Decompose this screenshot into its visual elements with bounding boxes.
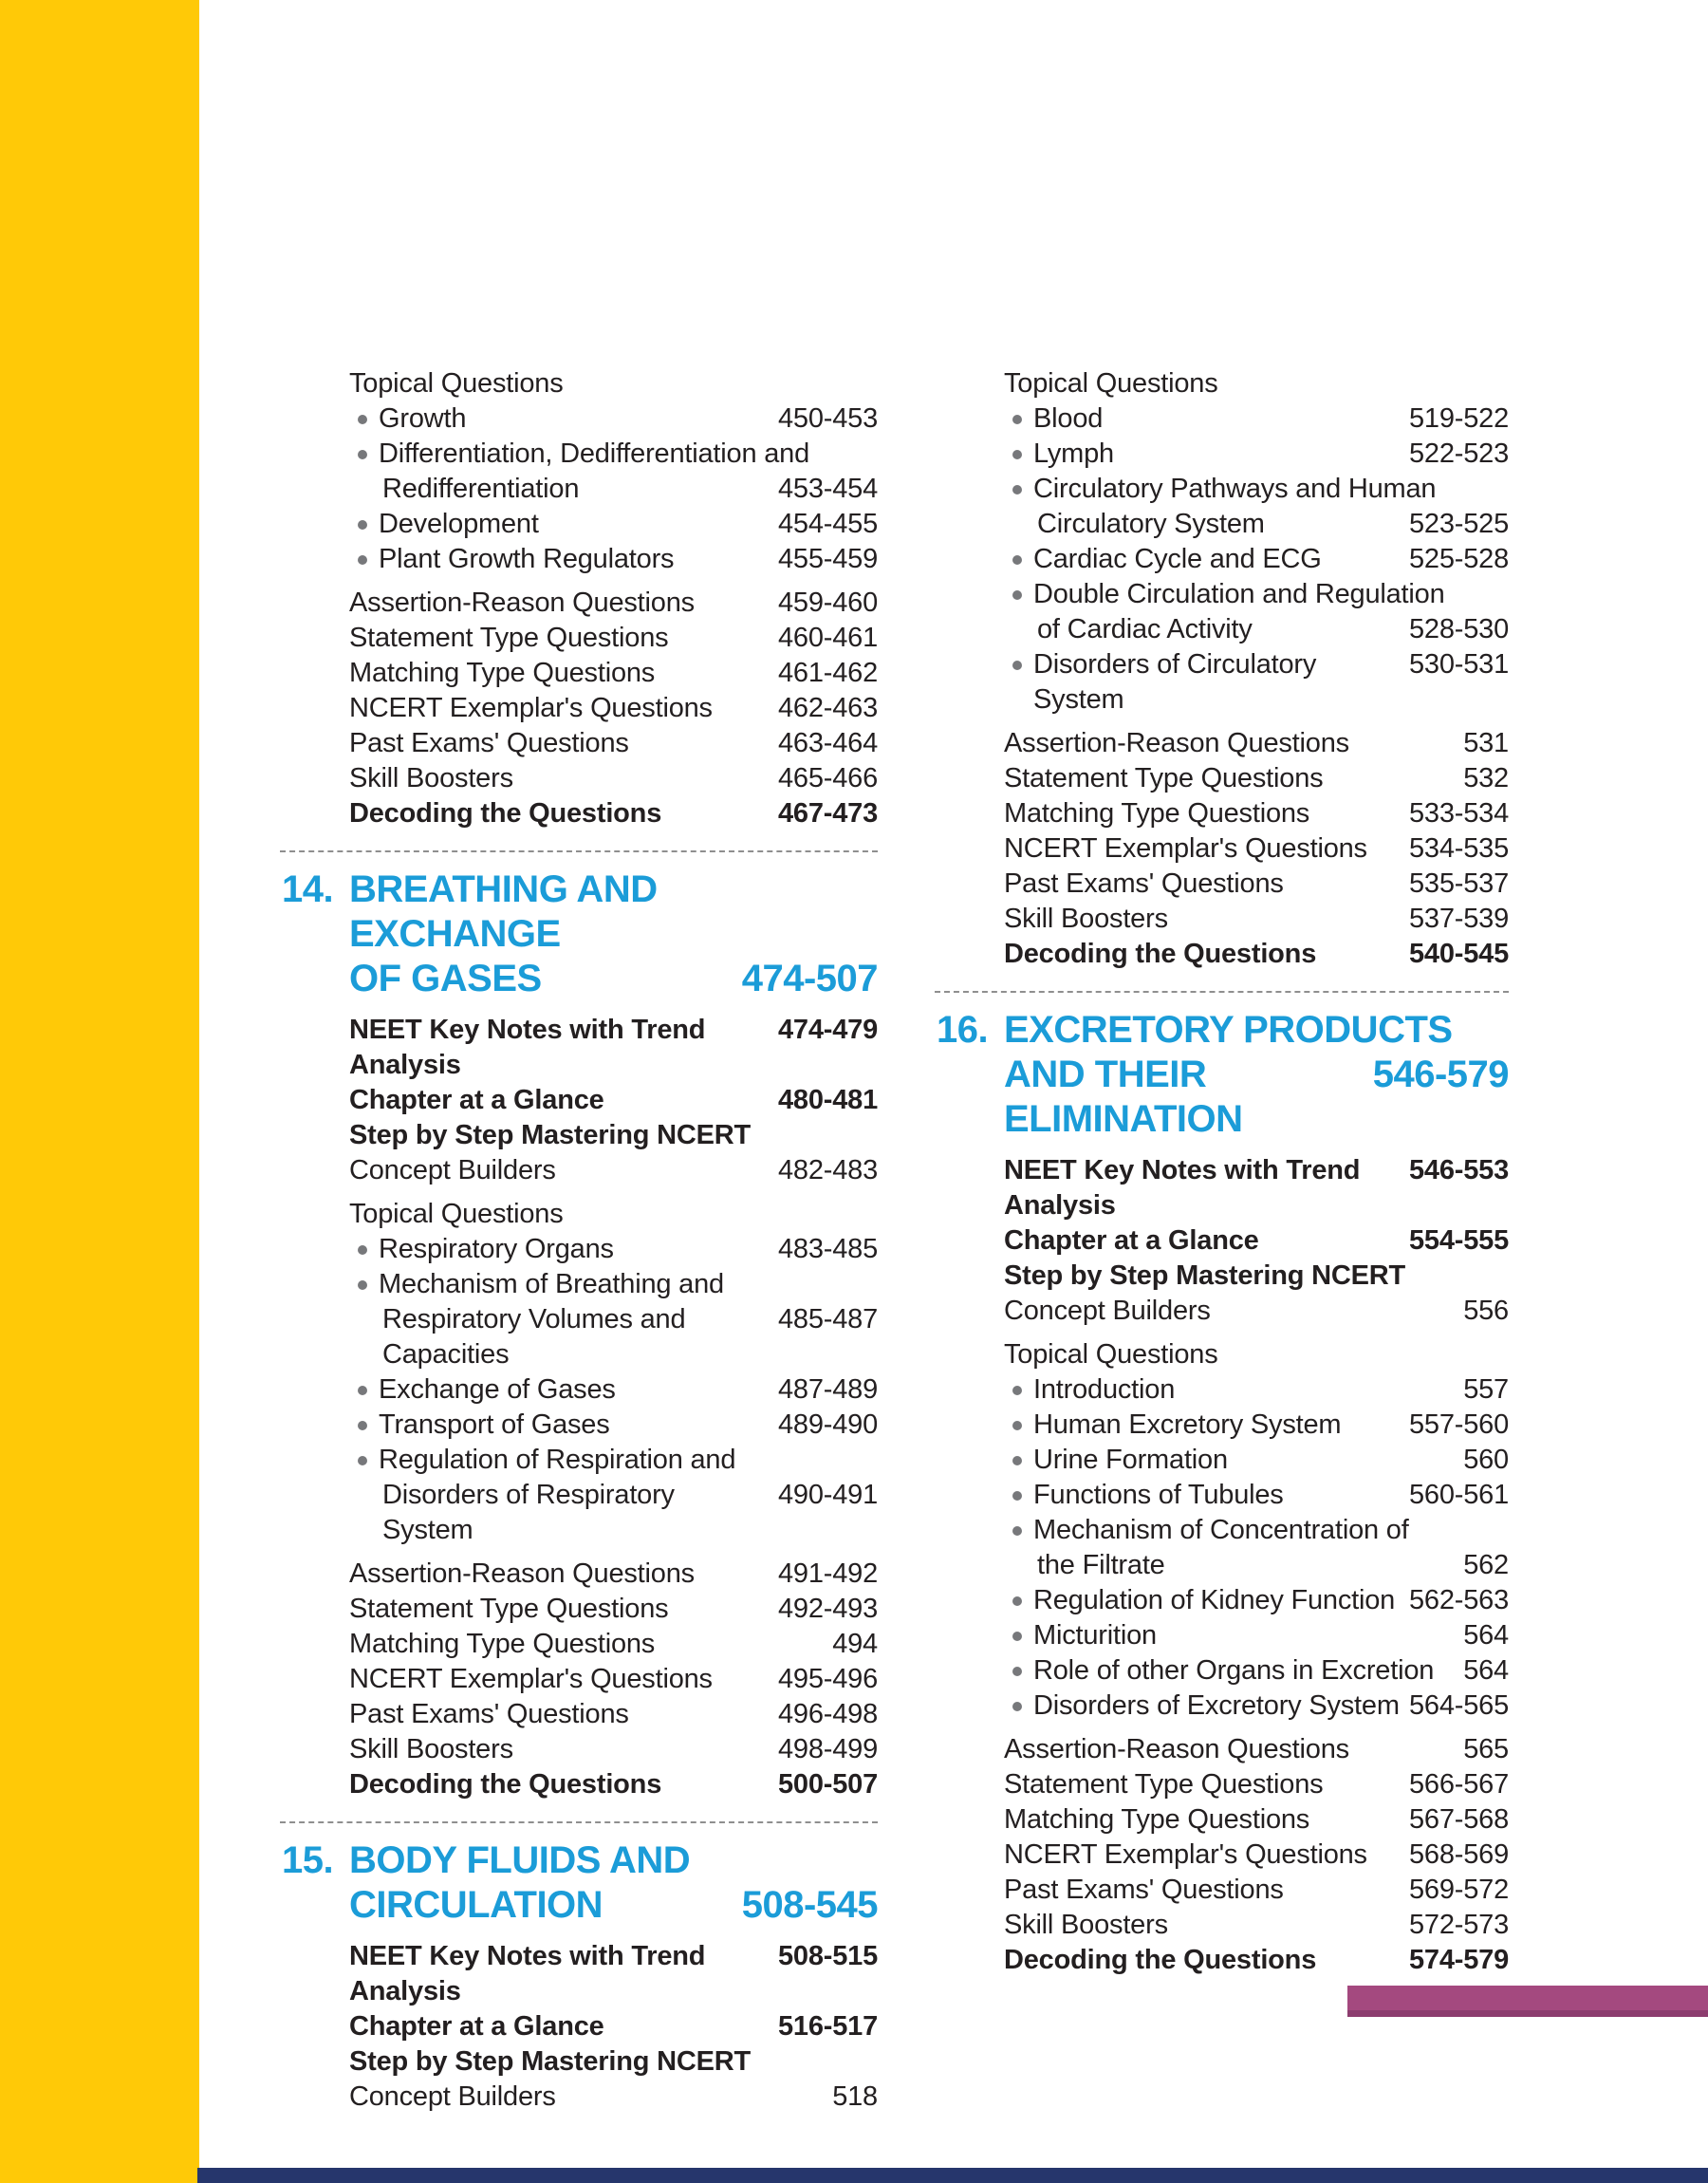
chapter-title-line bbox=[282, 868, 878, 957]
toc-row-pages: 487-489 bbox=[777, 1374, 878, 1405]
toc-row bbox=[1004, 1943, 1509, 1978]
toc-row-label: Exchange of Gases bbox=[349, 1372, 769, 1408]
toc-row-label: Statement Type Questions bbox=[1004, 1769, 1324, 1800]
toc-row bbox=[1004, 831, 1509, 867]
toc-row bbox=[349, 1013, 878, 1083]
toc-row-label: Introduction bbox=[1004, 1372, 1454, 1408]
toc-row-pages: 574-579 bbox=[1408, 1945, 1509, 1975]
toc-row-label: Statement Type Questions bbox=[349, 1594, 669, 1624]
toc-row bbox=[1004, 401, 1509, 437]
toc-row bbox=[1004, 366, 1509, 401]
toc-row-label: Topical Questions bbox=[1004, 1339, 1218, 1370]
toc-row bbox=[349, 1592, 878, 1627]
chapter-title-line bbox=[1004, 1053, 1509, 1142]
toc-row-label: Step by Step Mastering NCERT bbox=[349, 1120, 752, 1150]
toc-row-label: Matching Type Questions bbox=[349, 658, 656, 688]
toc-row bbox=[1004, 1294, 1509, 1329]
toc-row-pages: 564 bbox=[1463, 1655, 1509, 1686]
chapter-title-line bbox=[282, 1838, 878, 1883]
toc-row-pages: 567-568 bbox=[1408, 1804, 1509, 1835]
toc-row bbox=[349, 621, 878, 656]
toc-row-label: Assertion-Reason Questions bbox=[1004, 728, 1349, 758]
toc-row-pages: 562 bbox=[1463, 1550, 1509, 1580]
toc-row-label: Micturition bbox=[1004, 1618, 1454, 1653]
toc-row-label: Assertion-Reason Questions bbox=[1004, 1734, 1349, 1764]
toc-row-pages: 533-534 bbox=[1408, 798, 1509, 829]
chapter-heading bbox=[280, 868, 878, 1001]
toc-row bbox=[1004, 796, 1509, 831]
toc-row-pages: 546-553 bbox=[1408, 1155, 1509, 1185]
toc-row-pages: 465-466 bbox=[777, 763, 878, 793]
bullet-icon bbox=[1012, 1632, 1022, 1641]
chapter-page-range: 546-579 bbox=[1372, 1054, 1509, 1095]
toc-row-pages: 463-464 bbox=[777, 728, 878, 758]
toc-row bbox=[349, 1083, 878, 1118]
toc-row bbox=[349, 401, 878, 437]
bullet-icon bbox=[1012, 1526, 1022, 1536]
toc-row bbox=[349, 1443, 878, 1478]
toc-row-pages: 568-569 bbox=[1408, 1839, 1509, 1870]
bullet-icon bbox=[1012, 1491, 1022, 1501]
toc-row-label: Past Exams' Questions bbox=[1004, 1875, 1284, 1905]
bullet-icon bbox=[358, 1245, 367, 1255]
toc-row-pages: 565 bbox=[1463, 1734, 1509, 1764]
chapter-heading bbox=[280, 1838, 878, 1928]
toc-row bbox=[1004, 1153, 1509, 1223]
toc-row-label: Decoding the Questions bbox=[349, 1769, 662, 1800]
toc-row bbox=[1004, 1337, 1509, 1372]
toc-row-label: Role of other Organs in Excretion bbox=[1004, 1653, 1454, 1689]
toc-row bbox=[1004, 1583, 1509, 1618]
toc-row-label: Human Excretory System bbox=[1004, 1408, 1400, 1443]
toc-row-label: Past Exams' Questions bbox=[1004, 868, 1284, 899]
toc-row-pages: 485-487 bbox=[777, 1304, 878, 1334]
toc-row bbox=[349, 472, 878, 507]
toc-row-label: Differentiation, Dedifferentiation and bbox=[349, 437, 878, 472]
toc-row bbox=[1004, 437, 1509, 472]
toc-row bbox=[1004, 867, 1509, 902]
toc-row-label: Development bbox=[349, 507, 769, 542]
toc-row bbox=[349, 1408, 878, 1443]
toc-row bbox=[1004, 1732, 1509, 1767]
toc-row-label: Respiratory Organs bbox=[349, 1232, 769, 1267]
toc-row-label: of Cardiac Activity bbox=[1037, 614, 1253, 644]
toc-row-pages: 540-545 bbox=[1408, 939, 1509, 969]
toc-row-label: Decoding the Questions bbox=[1004, 1945, 1317, 1975]
toc-row-label: Double Circulation and Regulation bbox=[1004, 577, 1509, 612]
toc-row bbox=[1004, 1767, 1509, 1802]
toc-row-pages: 531 bbox=[1463, 728, 1509, 758]
toc-row bbox=[1004, 472, 1509, 507]
toc-row-label: Skill Boosters bbox=[349, 1734, 513, 1764]
dashed-section-divider bbox=[280, 850, 878, 852]
toc-row-label: Chapter at a Glance bbox=[349, 2011, 604, 2042]
chapter-title-line bbox=[937, 1008, 1509, 1053]
toc-row bbox=[349, 1197, 878, 1232]
bullet-icon bbox=[358, 520, 367, 530]
toc-row-label: NEET Key Notes with Trend Analysis bbox=[1004, 1155, 1361, 1221]
toc-row-pages: 492-493 bbox=[777, 1594, 878, 1624]
toc-row-pages: 508-515 bbox=[777, 1941, 878, 1971]
toc-row-pages: 534-535 bbox=[1408, 833, 1509, 864]
toc-row-pages: 562-563 bbox=[1408, 1585, 1509, 1615]
toc-row bbox=[1004, 1259, 1509, 1294]
toc-row bbox=[1004, 726, 1509, 761]
toc-row-pages: 560-561 bbox=[1408, 1480, 1509, 1510]
toc-row-label: Disorders of Excretory System bbox=[1004, 1689, 1400, 1724]
toc-row-pages: 530-531 bbox=[1408, 649, 1509, 680]
toc-row-label: Assertion-Reason Questions bbox=[349, 1558, 695, 1589]
dashed-section-divider bbox=[280, 1821, 878, 1823]
toc-row-label: Blood bbox=[1004, 401, 1400, 437]
toc-row-pages: 489-490 bbox=[777, 1409, 878, 1440]
toc-row bbox=[1004, 1908, 1509, 1943]
toc-row bbox=[349, 1732, 878, 1767]
chapter-page-range: 474-507 bbox=[741, 958, 878, 999]
toc-row-pages: 557 bbox=[1463, 1374, 1509, 1405]
toc-row-pages: 454-455 bbox=[777, 509, 878, 539]
toc-row-label: NCERT Exemplar's Questions bbox=[1004, 1839, 1367, 1870]
toc-row-label: Mechanism of Concentration of bbox=[1004, 1513, 1509, 1548]
toc-row-label: Skill Boosters bbox=[349, 763, 513, 793]
toc-row-label: NEET Key Notes with Trend Analysis bbox=[349, 1015, 706, 1080]
bullet-icon bbox=[358, 1456, 367, 1465]
toc-row-label: Cardiac Cycle and ECG bbox=[1004, 542, 1400, 577]
toc-row-label: Transport of Gases bbox=[349, 1408, 769, 1443]
bullet-icon bbox=[1012, 1421, 1022, 1430]
bullet-icon bbox=[1012, 450, 1022, 459]
dashed-section-divider bbox=[935, 991, 1509, 993]
chapter-title: AND THEIR ELIMINATION bbox=[1004, 1054, 1243, 1140]
toc-row-label: Statement Type Questions bbox=[1004, 763, 1324, 793]
chapter-heading bbox=[935, 1008, 1509, 1142]
toc-row-pages: 523-525 bbox=[1408, 509, 1509, 539]
chapter-title: CIRCULATION bbox=[349, 1884, 603, 1926]
toc-row-pages: 462-463 bbox=[777, 693, 878, 723]
toc-row-label: Matching Type Questions bbox=[1004, 798, 1310, 829]
toc-row-label: Lymph bbox=[1004, 437, 1400, 472]
toc-row bbox=[1004, 612, 1509, 647]
toc-row bbox=[349, 1232, 878, 1267]
chapter-title: EXCRETORY PRODUCTS bbox=[1004, 1009, 1453, 1051]
toc-row-pages: 566-567 bbox=[1408, 1769, 1509, 1800]
toc-row-pages: 556 bbox=[1463, 1296, 1509, 1326]
toc-row-label: Decoding the Questions bbox=[1004, 939, 1317, 969]
toc-row bbox=[349, 656, 878, 691]
toc-row-label: Functions of Tubules bbox=[1004, 1478, 1400, 1513]
bullet-icon bbox=[1012, 590, 1022, 600]
toc-row-pages: 495-496 bbox=[777, 1664, 878, 1694]
toc-row bbox=[1004, 542, 1509, 577]
toc-row-pages: 564-565 bbox=[1408, 1690, 1509, 1721]
toc-row-label: Redifferentiation bbox=[382, 474, 580, 504]
toc-row-pages: 564 bbox=[1463, 1620, 1509, 1651]
bullet-icon bbox=[1012, 485, 1022, 494]
toc-row-pages: 528-530 bbox=[1408, 614, 1509, 644]
toc-row-label: Respiratory Volumes and Capacities bbox=[382, 1304, 686, 1370]
toc-row-label: Step by Step Mastering NCERT bbox=[349, 2046, 752, 2077]
yellow-sidebar-bar bbox=[0, 0, 199, 2183]
toc-row-pages: 522-523 bbox=[1408, 438, 1509, 469]
toc-row-pages: 535-537 bbox=[1408, 868, 1509, 899]
toc-row bbox=[349, 2009, 878, 2044]
bullet-icon bbox=[1012, 555, 1022, 565]
toc-row bbox=[349, 366, 878, 401]
toc-row bbox=[349, 1627, 878, 1662]
toc-row bbox=[349, 507, 878, 542]
toc-row-label: Past Exams' Questions bbox=[349, 728, 629, 758]
toc-row bbox=[1004, 507, 1509, 542]
toc-row bbox=[349, 586, 878, 621]
toc-row-label: NCERT Exemplar's Questions bbox=[349, 1664, 713, 1694]
toc-row bbox=[349, 2080, 878, 2115]
toc-row bbox=[349, 726, 878, 761]
toc-row-label: Circulatory Pathways and Human bbox=[1004, 472, 1509, 507]
toc-row-label: the Filtrate bbox=[1037, 1550, 1165, 1580]
chapter-number: 14. bbox=[282, 868, 334, 910]
bullet-icon bbox=[1012, 415, 1022, 424]
toc-row-label: Matching Type Questions bbox=[349, 1629, 656, 1659]
toc-row-label: Growth bbox=[349, 401, 769, 437]
toc-row-label: Chapter at a Glance bbox=[1004, 1225, 1259, 1256]
toc-row-label: Urine Formation bbox=[1004, 1443, 1454, 1478]
toc-row bbox=[349, 437, 878, 472]
toc-row bbox=[349, 691, 878, 726]
toc-row bbox=[1004, 647, 1509, 718]
toc-row bbox=[349, 1153, 878, 1188]
toc-row-label: Concept Builders bbox=[1004, 1296, 1211, 1326]
chapter-title: BODY FLUIDS AND bbox=[349, 1839, 691, 1881]
toc-row bbox=[1004, 1372, 1509, 1408]
toc-row-label: Concept Builders bbox=[349, 2081, 556, 2112]
toc-row bbox=[349, 1267, 878, 1302]
toc-row-pages: 494 bbox=[832, 1629, 878, 1659]
chapter-number: 16. bbox=[937, 1009, 989, 1051]
chapter-title: BREATHING AND EXCHANGE bbox=[349, 868, 658, 955]
bullet-icon bbox=[358, 1421, 367, 1430]
toc-row bbox=[349, 1478, 878, 1548]
toc-row bbox=[1004, 1689, 1509, 1724]
toc-row-pages: 496-498 bbox=[777, 1699, 878, 1729]
bullet-icon bbox=[1012, 1596, 1022, 1606]
toc-row bbox=[349, 1939, 878, 2009]
toc-row-pages: 483-485 bbox=[777, 1234, 878, 1264]
toc-row-pages: 455-459 bbox=[777, 544, 878, 574]
bullet-icon bbox=[358, 450, 367, 459]
toc-row bbox=[1004, 1478, 1509, 1513]
toc-row-pages: 490-491 bbox=[777, 1480, 878, 1510]
toc-row-label: Regulation of Respiration and bbox=[349, 1443, 878, 1478]
toc-row bbox=[1004, 1618, 1509, 1653]
toc-row-label: Mechanism of Breathing and bbox=[349, 1267, 878, 1302]
toc-row bbox=[1004, 577, 1509, 612]
toc-right-column bbox=[935, 366, 1509, 1978]
navy-footer-bar bbox=[197, 2168, 1708, 2183]
toc-row-label: NCERT Exemplar's Questions bbox=[1004, 833, 1367, 864]
toc-row-label: Step by Step Mastering NCERT bbox=[1004, 1260, 1406, 1291]
toc-row bbox=[349, 1662, 878, 1697]
toc-row-label: NCERT Exemplar's Questions bbox=[349, 693, 713, 723]
toc-row-label: Chapter at a Glance bbox=[349, 1085, 604, 1115]
toc-row-pages: 532 bbox=[1463, 763, 1509, 793]
toc-row bbox=[349, 1557, 878, 1592]
bullet-icon bbox=[358, 1386, 367, 1395]
toc-row bbox=[349, 1697, 878, 1732]
toc-row bbox=[349, 542, 878, 577]
toc-row-label: NEET Key Notes with Trend Analysis bbox=[349, 1941, 706, 2006]
toc-row bbox=[1004, 1548, 1509, 1583]
toc-row bbox=[349, 1372, 878, 1408]
bullet-icon bbox=[358, 415, 367, 424]
toc-row-label: Decoding the Questions bbox=[349, 798, 662, 829]
toc-row-pages: 525-528 bbox=[1408, 544, 1509, 574]
chapter-title-line bbox=[349, 1883, 878, 1928]
toc-row-pages: 467-473 bbox=[777, 798, 878, 829]
toc-row bbox=[349, 1302, 878, 1372]
toc-row-pages: 569-572 bbox=[1408, 1875, 1509, 1905]
toc-row bbox=[349, 1767, 878, 1802]
toc-row-pages: 460-461 bbox=[777, 623, 878, 653]
toc-row-label: Regulation of Kidney Function bbox=[1004, 1583, 1400, 1618]
toc-row bbox=[349, 761, 878, 796]
toc-row-pages: 453-454 bbox=[777, 474, 878, 504]
toc-left-column bbox=[280, 366, 878, 2115]
toc-row-pages: 498-499 bbox=[777, 1734, 878, 1764]
toc-row bbox=[349, 2044, 878, 2080]
bullet-icon bbox=[1012, 1702, 1022, 1711]
toc-row-pages: 554-555 bbox=[1408, 1225, 1509, 1256]
bullet-icon bbox=[1012, 1456, 1022, 1465]
toc-row-pages: 572-573 bbox=[1408, 1910, 1509, 1940]
toc-row-pages: 519-522 bbox=[1408, 403, 1509, 434]
toc-row-pages: 518 bbox=[832, 2081, 878, 2112]
toc-row-label: Plant Growth Regulators bbox=[349, 542, 769, 577]
bullet-icon bbox=[1012, 1667, 1022, 1676]
bullet-icon bbox=[358, 555, 367, 565]
toc-row bbox=[1004, 761, 1509, 796]
toc-row bbox=[1004, 1513, 1509, 1548]
toc-row-pages: 459-460 bbox=[777, 588, 878, 618]
toc-row bbox=[349, 796, 878, 831]
toc-row-pages: 474-479 bbox=[777, 1015, 878, 1045]
toc-row-label: Statement Type Questions bbox=[349, 623, 669, 653]
toc-row-pages: 461-462 bbox=[777, 658, 878, 688]
toc-row-pages: 482-483 bbox=[777, 1155, 878, 1185]
bullet-icon bbox=[1012, 1386, 1022, 1395]
chapter-title-line bbox=[349, 957, 878, 1001]
toc-row-label: Topical Questions bbox=[349, 1199, 564, 1229]
toc-row-label: Concept Builders bbox=[349, 1155, 556, 1185]
toc-row-pages: 516-517 bbox=[777, 2011, 878, 2042]
toc-row-pages: 560 bbox=[1463, 1445, 1509, 1475]
toc-row-label: Matching Type Questions bbox=[1004, 1804, 1310, 1835]
toc-row bbox=[1004, 1838, 1509, 1873]
toc-row-pages: 480-481 bbox=[777, 1085, 878, 1115]
bullet-icon bbox=[1012, 661, 1022, 670]
toc-row-label: Disorders of Respiratory System bbox=[382, 1480, 675, 1545]
toc-row-label: Topical Questions bbox=[1004, 368, 1218, 399]
toc-row bbox=[1004, 1223, 1509, 1259]
toc-row-label: Circulatory System bbox=[1037, 509, 1265, 539]
toc-row-label: Skill Boosters bbox=[1004, 1910, 1168, 1940]
toc-row bbox=[1004, 1653, 1509, 1689]
toc-row bbox=[1004, 1873, 1509, 1908]
toc-row bbox=[1004, 1802, 1509, 1838]
toc-row bbox=[1004, 1408, 1509, 1443]
toc-row-pages: 557-560 bbox=[1408, 1409, 1509, 1440]
chapter-number: 15. bbox=[282, 1839, 334, 1881]
toc-row bbox=[1004, 1443, 1509, 1478]
toc-row-label: Disorders of Circulatory System bbox=[1004, 647, 1400, 718]
toc-row bbox=[349, 1118, 878, 1153]
toc-row bbox=[1004, 937, 1509, 972]
toc-row-label: Skill Boosters bbox=[1004, 904, 1168, 934]
toc-row bbox=[1004, 902, 1509, 937]
bullet-icon bbox=[358, 1280, 367, 1290]
toc-row-label: Past Exams' Questions bbox=[349, 1699, 629, 1729]
chapter-title: OF GASES bbox=[349, 958, 542, 999]
chapter-page-range: 508-545 bbox=[741, 1884, 878, 1926]
toc-row-pages: 537-539 bbox=[1408, 904, 1509, 934]
magenta-accent-bar bbox=[1347, 1986, 1708, 2017]
toc-row-pages: 491-492 bbox=[777, 1558, 878, 1589]
toc-row-pages: 500-507 bbox=[777, 1769, 878, 1800]
toc-row-label: Assertion-Reason Questions bbox=[349, 588, 695, 618]
toc-row-label: Topical Questions bbox=[349, 368, 564, 399]
toc-row-pages: 450-453 bbox=[777, 403, 878, 434]
